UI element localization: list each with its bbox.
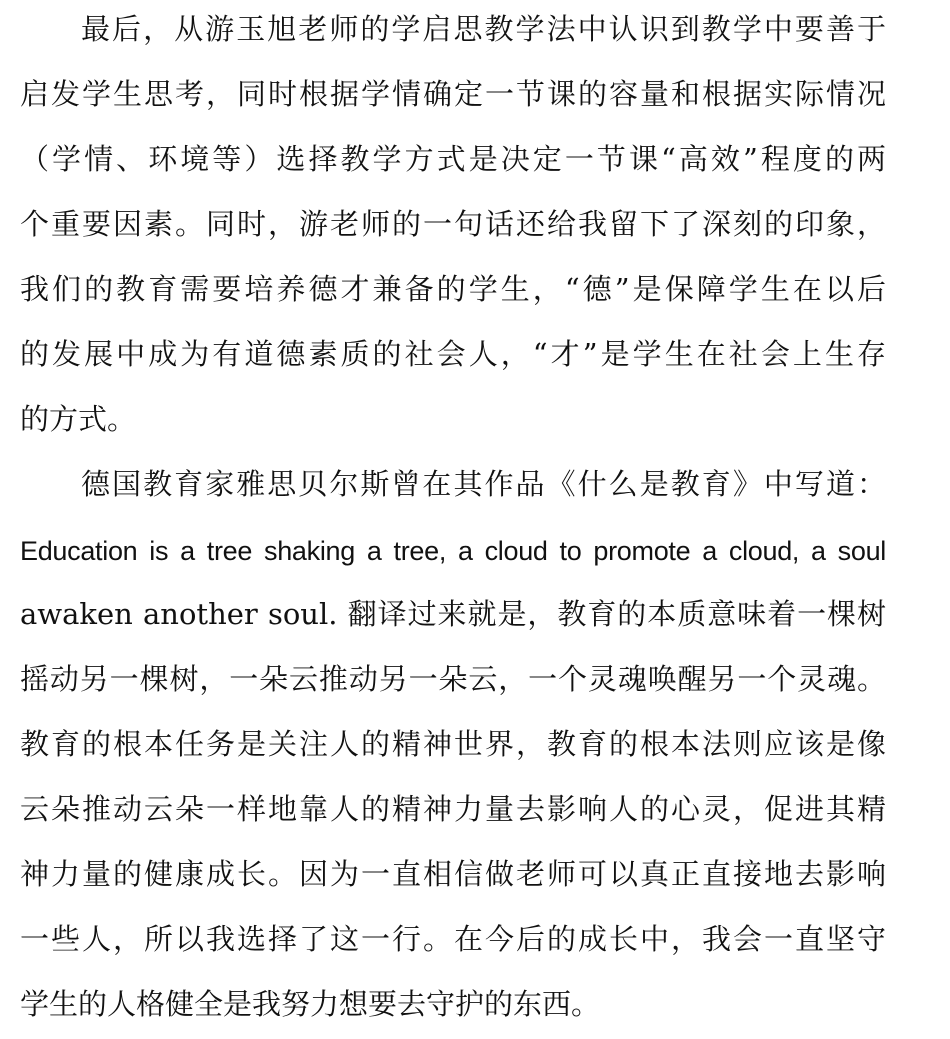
paragraph-1-line-2: 启发学生思考，同时根据学情确定一节课的容量和根据实际情况: [20, 77, 886, 111]
paragraph-1-line-3: （学情、环境等）选择教学方式是决定一节课“高效”程度的两: [20, 142, 886, 176]
paragraph-1-line-4: 个重要因素。同时，游老师的一句话还给我留下了深刻的印象，: [20, 207, 886, 241]
paragraph-2-line-8: 一些人，所以我选择了这一行。在今后的成长中，我会一直坚守: [20, 922, 886, 956]
paragraph-2-line-1: 德国教育家雅思贝尔斯曾在其作品《什么是教育》中写道：: [81, 467, 886, 501]
paragraph-2-line-7: 神力量的健康成长。因为一直相信做老师可以真正直接地去影响: [20, 857, 886, 891]
paragraph-2-line-2: Education is a tree shaking a tree, a cloud to promote a cloud, a soul: [20, 536, 886, 566]
paragraph-2-line-3: awaken another soul. 翻译过来就是，教育的本质意味着一棵树: [20, 597, 886, 631]
paragraph-2-line-5: 教育的根本任务是关注人的精神世界，教育的根本法则应该是像: [20, 727, 886, 761]
paragraph-1-line-7: 的方式。: [20, 402, 137, 436]
paragraph-1-line-6: 的发展中成为有道德素质的社会人，“才”是学生在社会上生存: [20, 337, 886, 371]
paragraph-2-line-9: 学生的人格健全是我努力想要去守护的东西。: [20, 987, 601, 1021]
paragraph-1-line-5: 我们的教育需要培养德才兼备的学生，“德”是保障学生在以后: [20, 272, 886, 306]
paragraph-1-line-1: 最后，从游玉旭老师的学启思教学法中认识到教学中要善于: [81, 12, 886, 46]
paragraph-2-line-4: 摇动另一棵树，一朵云推动另一朵云，一个灵魂唤醒另一个灵魂。: [20, 662, 886, 696]
paragraph-2-line-6: 云朵推动云朵一样地靠人的精神力量去影响人的心灵，促进其精: [20, 792, 886, 826]
